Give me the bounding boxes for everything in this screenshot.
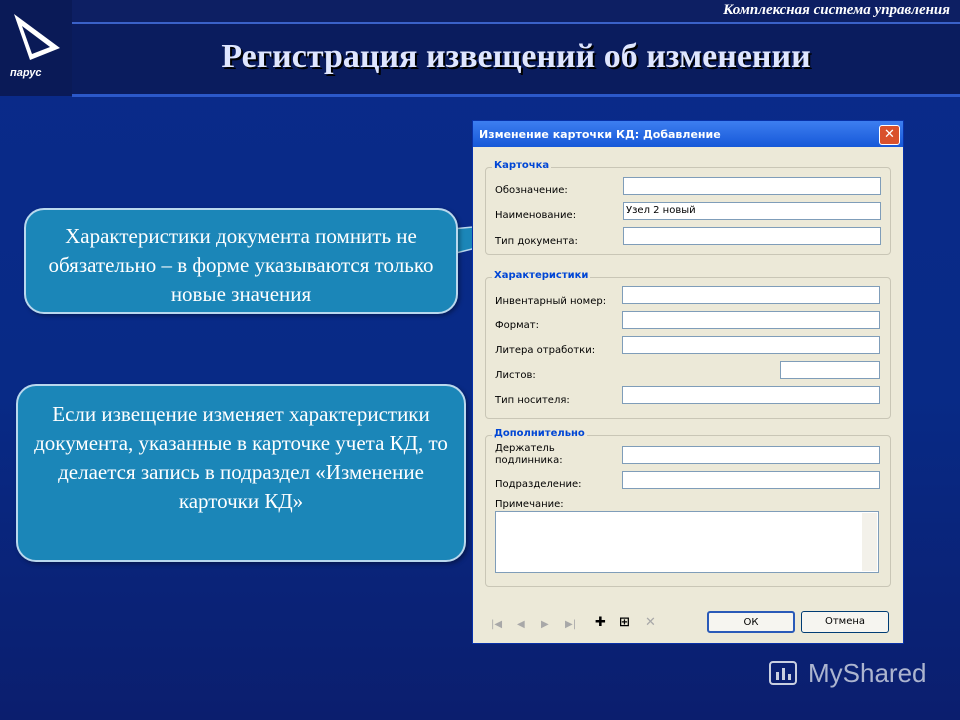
nav-prev-icon[interactable]: ◀ bbox=[517, 619, 525, 630]
doc-type-field[interactable] bbox=[623, 227, 881, 245]
designation-field[interactable] bbox=[623, 177, 881, 195]
info-bubble-card-change bbox=[16, 384, 466, 562]
add-record-icon[interactable]: ✚ bbox=[595, 615, 606, 630]
page-title: Регистрация извещений об изменении bbox=[221, 38, 811, 75]
division-field[interactable] bbox=[622, 471, 880, 489]
cancel-button[interactable]: Отмена bbox=[801, 611, 889, 633]
characteristics-group-legend: Характеристики bbox=[494, 270, 589, 281]
add-copy-icon[interactable]: ⊞ bbox=[619, 615, 630, 630]
inventory-number-field[interactable] bbox=[622, 286, 880, 304]
holder-label-line2: подлинника: bbox=[495, 455, 563, 466]
media-type-field[interactable] bbox=[622, 386, 880, 404]
format-field[interactable] bbox=[622, 311, 880, 329]
callout-bubble-characteristics bbox=[24, 208, 458, 314]
delete-icon[interactable]: ✕ bbox=[645, 615, 656, 630]
dialog-titlebar bbox=[473, 121, 903, 147]
note-textarea[interactable] bbox=[495, 511, 879, 573]
note-scrollbar[interactable] bbox=[862, 513, 877, 571]
callout-text: Характеристики документа помнить не обязательно – в форме указываются только новые значения bbox=[48, 224, 434, 306]
close-icon[interactable]: ✕ bbox=[879, 125, 900, 145]
name-field[interactable]: Узел 2 новый bbox=[623, 202, 881, 220]
nav-next-icon[interactable]: ▶ bbox=[541, 619, 549, 630]
letter-field[interactable] bbox=[622, 336, 880, 354]
card-change-dialog bbox=[472, 120, 904, 644]
watermark-text: MyShared bbox=[808, 658, 927, 688]
myshared-logo-icon bbox=[768, 656, 798, 690]
note-label: Примечание: bbox=[495, 499, 564, 510]
holder-label-line1: Держатель bbox=[495, 443, 555, 454]
sheets-field[interactable] bbox=[780, 361, 880, 379]
format-label: Формат: bbox=[495, 320, 539, 331]
ok-button[interactable]: ОК bbox=[707, 611, 795, 633]
svg-text:парус: парус bbox=[10, 67, 42, 79]
letter-label: Литера отработки: bbox=[495, 345, 596, 356]
designation-label: Обозначение: bbox=[495, 185, 568, 196]
inventory-number-label: Инвентарный номер: bbox=[495, 296, 607, 307]
media-type-label: Тип носителя: bbox=[495, 395, 570, 406]
info-text: Если извещение изменяет характеристики документа, указанные в карточке учета КД, то делается запись в подраздел «Изменение карточки КД» bbox=[34, 402, 448, 513]
dialog-title: Изменение карточки КД: Добавление bbox=[479, 128, 721, 141]
sheets-label: Листов: bbox=[495, 370, 536, 381]
nav-last-icon[interactable]: ▶| bbox=[565, 619, 577, 630]
card-group-legend: Карточка bbox=[494, 160, 550, 171]
holder-field[interactable] bbox=[622, 446, 880, 464]
company-text: Комплексная система управления bbox=[723, 2, 950, 18]
additional-group-legend: Дополнительно bbox=[494, 428, 585, 439]
name-label: Наименование: bbox=[495, 210, 577, 221]
division-label: Подразделение: bbox=[495, 479, 582, 490]
nav-first-icon[interactable]: |◀ bbox=[491, 619, 503, 630]
doc-type-label: Тип документа: bbox=[495, 236, 578, 247]
